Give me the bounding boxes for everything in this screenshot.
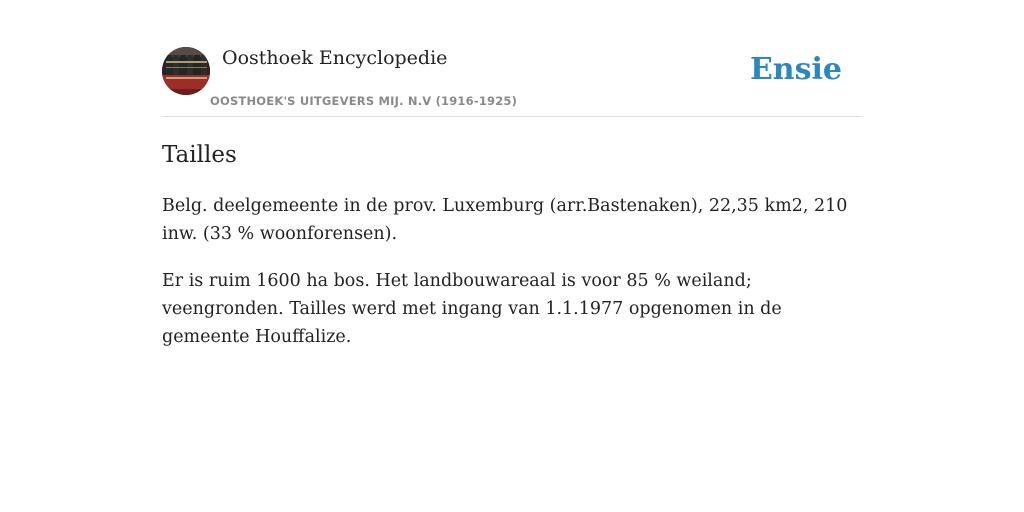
article-title: Tailles xyxy=(162,142,237,168)
source-title[interactable]: Oosthoek Encyclopedie xyxy=(222,47,448,69)
article-paragraph: Belg. deelgemeente in de prov. Luxemburg (arr.Bastenaken), 22,35 km2, 210 inw. (33 % woonforensen). xyxy=(162,196,848,244)
article-body xyxy=(162,192,862,370)
article-paragraph: Er is ruim 1600 ha bos. Het landbouwareaal is voor 85 % weiland; veengronden. Tailles werd met ingang van 1.1.1977 opgenomen in de gemeente Houffalize. xyxy=(162,271,782,347)
source-header xyxy=(162,46,862,117)
source-subtitle: OOSTHOEK'S UITGEVERS MIJ. N.V (1916-1925) xyxy=(210,94,518,108)
encyclopedia-books-icon[interactable] xyxy=(162,47,210,95)
ensie-logo[interactable]: Ensie xyxy=(749,52,842,87)
